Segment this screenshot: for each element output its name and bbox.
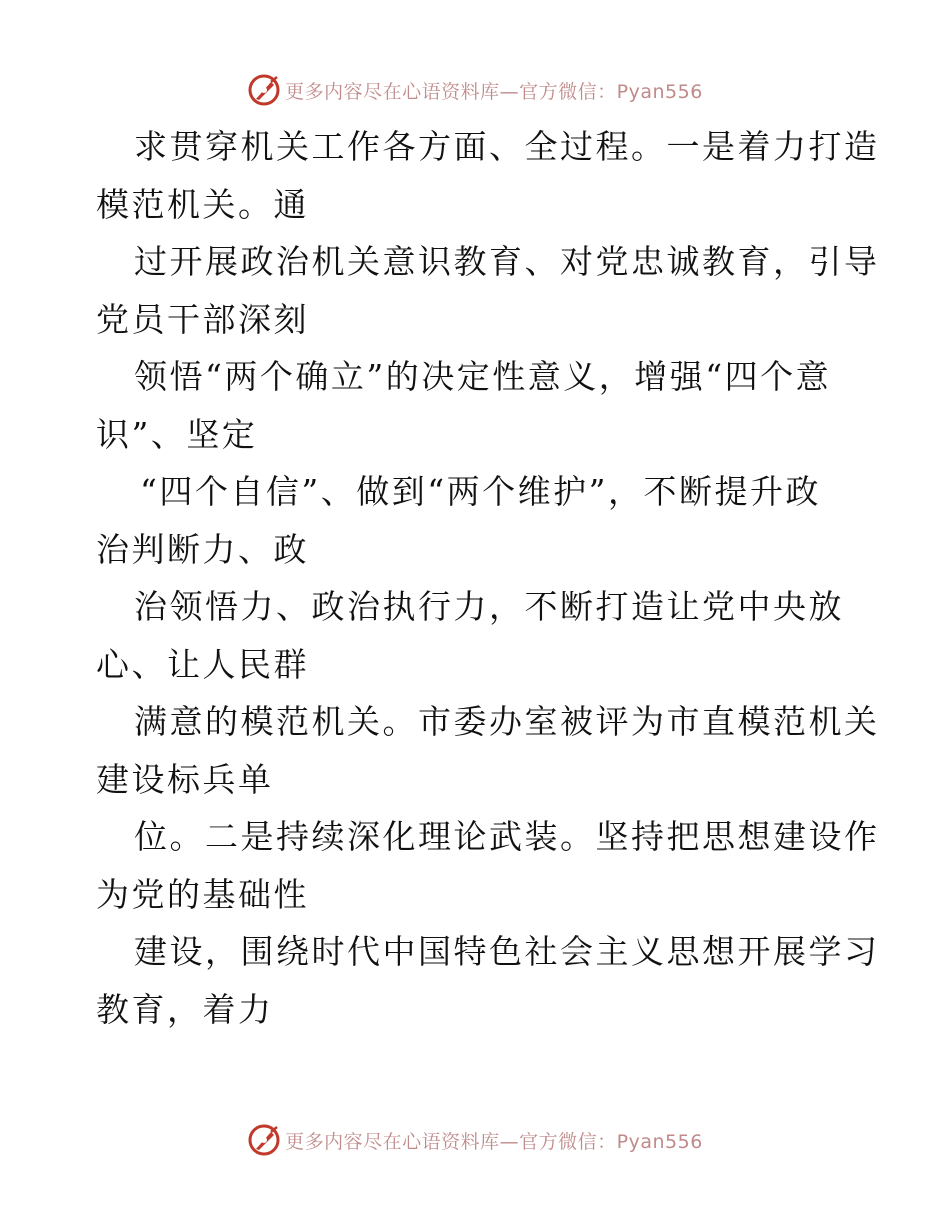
footer-banner bbox=[0, 1120, 950, 1160]
text-line: 建设标兵单 bbox=[96, 759, 274, 799]
header-banner-text: 更多内容尽在心语资料库—官方微信：Pyan556 bbox=[285, 80, 703, 103]
text-line: 教育，着力 bbox=[96, 989, 274, 1029]
text-line: 治判断力、政 bbox=[96, 529, 309, 569]
document-body bbox=[96, 118, 886, 1038]
text-line: 治领悟力、政治执行力，不断打造让党中央放 bbox=[134, 587, 844, 626]
text-line: 党员干部深刻 bbox=[96, 299, 309, 339]
text-line: “四个自信”、做到“两个维护”，不断提升政 bbox=[140, 472, 821, 511]
text-line: 位。二是持续深化理论武装。坚持把思想建设作 bbox=[134, 817, 880, 856]
footer-banner-text: 更多内容尽在心语资料库—官方微信：Pyan556 bbox=[285, 1130, 703, 1153]
text-line: 心、让人民群 bbox=[96, 644, 309, 684]
quill-pen-logo-icon bbox=[247, 73, 281, 107]
quill-pen-logo-icon bbox=[247, 1123, 281, 1157]
text-line: 领悟“两个确立”的决定性意义，增强“四个意 bbox=[134, 357, 832, 396]
text-line: 过开展政治机关意识教育、对党忠诚教育，引导 bbox=[134, 242, 880, 281]
text-line: 满意的模范机关。市委办室被评为市直模范机关 bbox=[134, 702, 880, 741]
text-line: 识”、坚定 bbox=[96, 414, 258, 454]
text-line: 求贯穿机关工作各方面、全过程。一是着力打造 bbox=[134, 127, 880, 166]
text-line: 建设，围绕时代中国特色社会主义思想开展学习 bbox=[134, 932, 880, 971]
text-line: 为党的基础性 bbox=[96, 874, 309, 914]
header-banner bbox=[0, 70, 950, 110]
text-line: 模范机关。通 bbox=[96, 184, 309, 224]
